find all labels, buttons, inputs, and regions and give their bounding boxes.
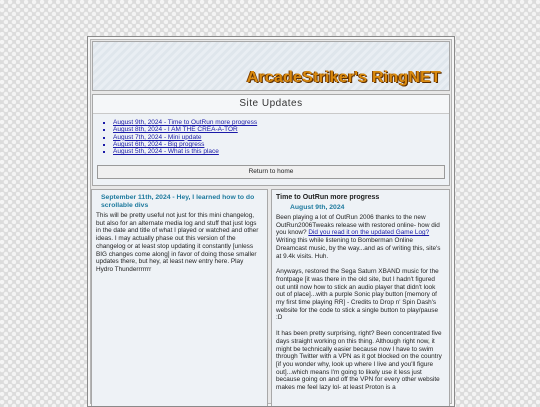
site-updates-panel [92,94,450,186]
changelog-entry-title: September 11th, 2024 - Hey, I learned how to do scrollable divs [101,194,255,209]
update-link-1[interactable]: ▪ August 8th, 2024 - I AM THE CREA-A-TOR [113,126,449,133]
post-title: Time to OutRun more progress [276,194,380,201]
return-home-button[interactable]: Return to home [97,165,445,179]
update-link-3[interactable]: ▪ August 6th, 2024 - Big progress [113,141,449,148]
post-body [272,211,449,392]
site-title: ArcadeStriker's RingNET [246,69,441,86]
changelog-entry-body: This will be pretty useful not just for this mini changelog, but also for an alternate media log and stuff that just logs in the date and title of what I played or watched and other ideas. I may actually phase out this version of the changelog or at least stop updating it constantly [unless BIG changes come along] in favor of doing those smaller updates there, but hey, at least new entry here. Play Hydro Thunderrrrrrr [96,212,259,273]
changelog-scroll-box[interactable] [91,189,268,407]
game-log-link[interactable]: Did you read it on the updated Game Log? [308,229,430,237]
post-paragraph-2: Anyways, restored the Sega Saturn XBAND music for the frontpage [it was there in the old site, but I hadn't figured out until now how to stick an audio player that didn't look out of place]...with a purple Sonic play button [memory of my first time playing RR] - Credits to Drop n' Spin Dash's website for the code to stick a single button to play/pause :D [276,268,439,322]
update-link-4[interactable]: ▪ August 5th, 2024 - What is this place [113,148,449,155]
post-paragraph-3: It has been pretty surprising, right? Been concentrated five days straight working on this thing. Although right now, it might be technically easier because now I have to swim through Twitter with a VPN as it got blocked on the country [if you wonder why, look up where I live and you'll figure out]...which means I'm going to likely use it less just because going on and off the VPN for every other website makes me feel lazy lol- at least Proton is a [276,330,442,392]
post-paragraph-1: Been playing a lot of OutRun 2006 thanks to the new OutRun2006Tweaks release with restored online- how did you know? Did you read it on the updated Game Log? Writing this while listening to Bomberman Online Dreamcast music, by the way...and as of writing this, site's at 9.4k visits. Huh. [276,214,441,260]
site-updates-heading: Site Updates [93,95,449,114]
site-frame [87,36,455,407]
blog-post-scroll-box[interactable] [271,189,450,407]
post-date: August 9th, 2024 [290,204,345,211]
update-link-2[interactable]: ▪ August 7th, 2024 - Mini update [113,134,449,141]
site-banner [92,41,450,91]
update-link-0[interactable]: ▪ August 9th, 2024 - Time to OutRun more progress [113,119,449,126]
updates-list [93,119,449,155]
